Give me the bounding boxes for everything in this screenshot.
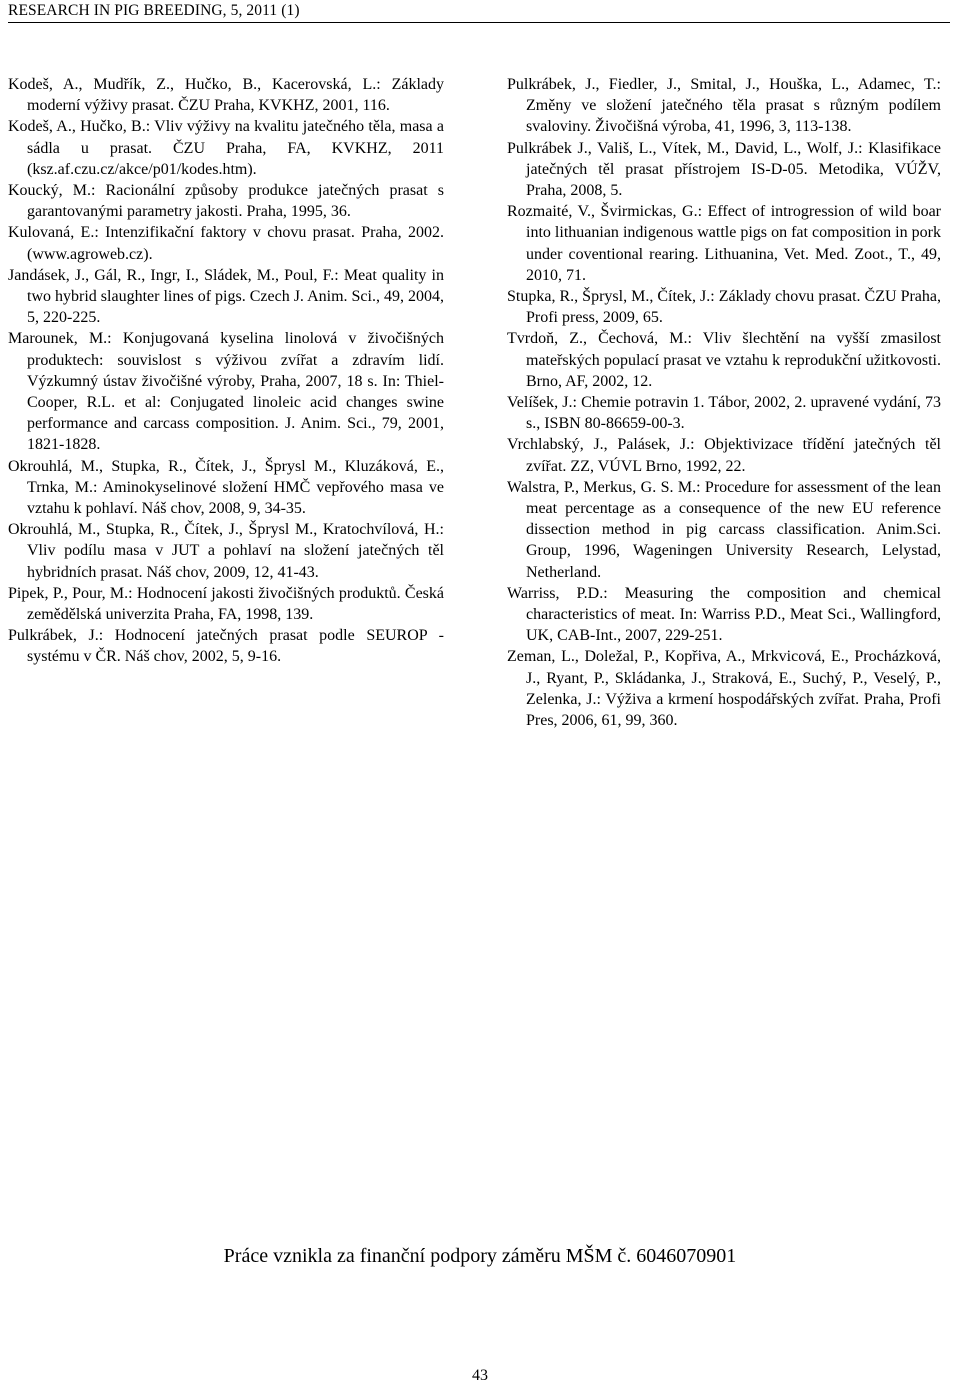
reference-item: Tvrdoň, Z., Čechová, M.: Vliv šlechtění na vyšší zmasilost mateřských populací prasat ve vztahu k reprodukční užitkovosti. Brno, AF, 2002, 12.: [507, 330, 941, 390]
reference-item: Pulkrábek, J.: Hodnocení jatečných prasat podle SEUROP - systému v ČR. Náš chov, 2002, 5, 9-16.: [8, 627, 444, 666]
reference-item: Vrchlabský, J., Palásek, J.: Objektivizace třídění jatečných těl zvířat. ZZ, VÚVL Brno, 1992, 22.: [507, 436, 941, 475]
reference-item: Okrouhlá, M., Stupka, R., Čítek, J., Šprysl M., Kluzáková, E., Trnka, M.: Aminokyselinové složení HMČ vepřového masa ve vztahu k pohlaví. Náš chov, 2008, 9, 34-35.: [8, 457, 444, 518]
reference-item: Zeman, L., Doležal, P., Kopřiva, A., Mrkvicová, E., Procházková, J., Ryant, P., Skládanka, J., Straková, E., Suchý, P., Veselý, P., Zelenka, J.: Výživa a krmení hospodářských zvířat. Praha, Profi Pres, 2006, 61, 99, 360.: [507, 648, 941, 730]
header-rule: [8, 22, 950, 23]
reference-item: Okrouhlá, M., Stupka, R., Čítek, J., Šprysl M., Kratochvílová, H.: Vliv podílu masa v JUT a pohlaví na složení jatečných těl hybridních prasat. Náš chov, 2009, 12, 41-43.: [8, 521, 444, 581]
reference-item: Pulkrábek J., Vališ, L., Vítek, M., David, L., Wolf, J.: Klasifikace jatečných těl prasat přístrojem IS-D-05. Metodika, VÚŽV, Praha, 2008, 5.: [507, 139, 941, 200]
page-number: 43: [472, 1367, 488, 1384]
reference-item: Warriss, P.D.: Measuring the composition and chemical characteristics of meat. In: Warriss P.D., Meat Sci., Wallingford, UK, CAB-Int., 2007, 229-251.: [507, 584, 941, 645]
reference-item: Rozmaité, V., Švirmickas, G.: Effect of introgression of wild boar into lithuanian indigenous wattle pigs on fat composition in pork under coventional rearing. Lithuanina, Vet. Med. Zoot., T., 49, 2010, 71.: [507, 203, 941, 284]
funding-note: Práce vznikla za finanční podpory záměru MŠM č. 6046070901: [223, 1245, 737, 1267]
reference-item: Koucký, M.: Racionální způsoby produkce jatečných prasat s garantovanými parametry jakosti. Praha, 1995, 36.: [8, 182, 444, 221]
reference-item: Kodeš, A., Hučko, B.: Vliv výživy na kvalitu jatečného těla, masa a sádla u prasat. ČZU Praha, FA, KVKHZ, 2011 (ksz.af.czu.cz/akce/p01/kodes.htm).: [8, 118, 444, 178]
reference-item: Pipek, P., Pour, M.: Hodnocení jakosti živočišných produktů. Česká zemědělská univerzita Praha, FA, 1998, 139.: [8, 584, 444, 624]
reference-item: Pulkrábek, J., Fiedler, J., Smital, J., Houška, L., Adamec, T.: Změny ve složení jatečného těla prasat s různým podílem svaloviny. Živočišná výroba, 41, 1996, 3, 113-138.: [507, 76, 941, 136]
running-header: RESEARCH IN PIG BREEDING, 5, 2011 (1): [8, 2, 300, 19]
reference-item: Velíšek, J.: Chemie potravin 1. Tábor, 2002, 2. upravené vydání, 73 s., ISBN 80-86659-00-3.: [507, 394, 941, 433]
references-left-column: [8, 74, 444, 668]
reference-item: Walstra, P., Merkus, G. S. M.: Procedure for assessment of the lean meat percentage as a consequence of the new EU reference dissection method in pig carcass classification. Anim.Sci. Group, 1996, Wageningen University Research, Lelystad, Netherland.: [507, 478, 941, 581]
reference-item: Jandásek, J., Gál, R., Ingr, I., Sládek, M., Poul, F.: Meat quality in two hybrid slaughter lines of pigs. Czech J. Anim. Sci., 49, 2004, 5, 220-225.: [8, 266, 444, 327]
reference-item: Stupka, R., Šprysl, M., Čítek, J.: Základy chovu prasat. ČZU Praha, Profi press, 2009, 65.: [507, 288, 941, 327]
reference-item: Kulovaná, E.: Intenzifikační faktory v chovu prasat. Praha, 2002. (www.agroweb.cz).: [8, 224, 444, 263]
references-right-column: [507, 74, 941, 731]
reference-item: Kodeš, A., Mudřík, Z., Hučko, B., Kacerovská, L.: Základy moderní výživy prasat. ČZU Praha, KVKHZ, 2001, 116.: [8, 76, 444, 115]
reference-item: Marounek, M.: Konjugovaná kyselina linolová v živočišných produktech: souvislost s výživou zvířat a zdravím lidí. Výzkumný ústav živočišné výroby, Praha, 2007, 18 s. In: Thiel-Cooper, R.L. et al: Conjugated linoleic acid changes swine performance and carcass composition. J. Anim. Sci., 79, 2001, 1821-1828.: [8, 330, 444, 454]
